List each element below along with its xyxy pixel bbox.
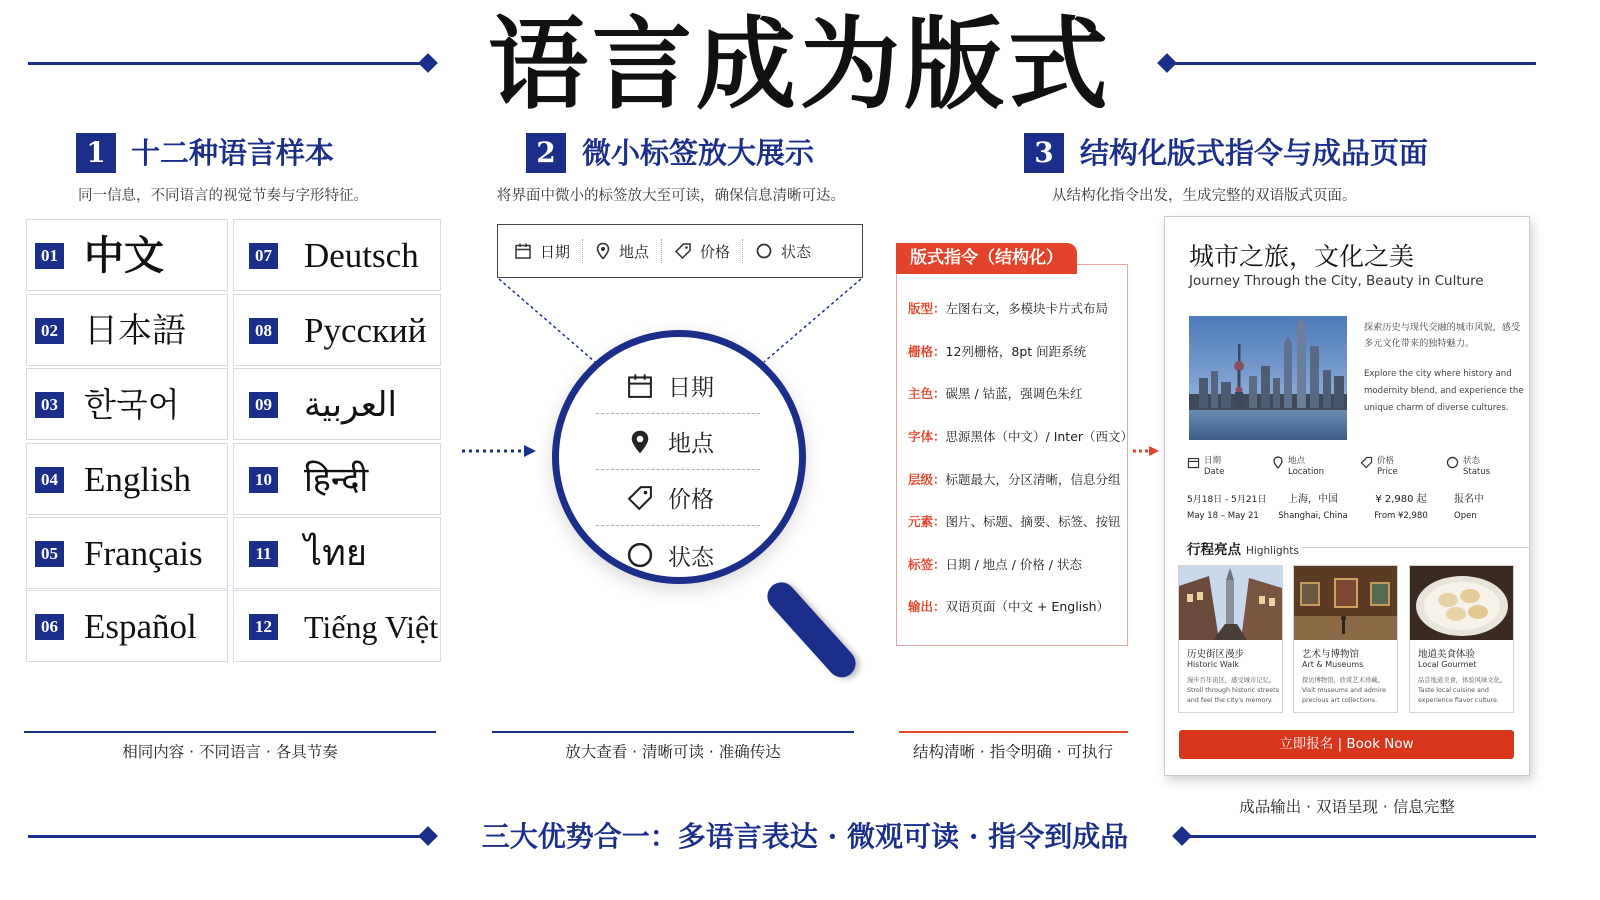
- highlights-title: [1187, 538, 1299, 558]
- instruction-key: 字体：: [908, 429, 946, 444]
- tag-label: 日期: [540, 242, 571, 261]
- meta-value-en: From ¥2,980: [1374, 511, 1428, 521]
- instruction-key: 标签：: [908, 557, 946, 572]
- section-3-number: 3: [1024, 133, 1064, 173]
- card-desc-en-1: Taste local cuisine and: [1418, 687, 1489, 694]
- instruction-key: 栅格：: [908, 344, 946, 359]
- language-number: 10: [249, 467, 278, 493]
- meta-label-en: Date: [1204, 467, 1225, 477]
- instruction-value: 12列栅格，8pt 间距系统: [945, 344, 1087, 359]
- meta-label-zh: 状态: [1463, 456, 1481, 466]
- language-number: 02: [35, 318, 64, 344]
- book-now-button[interactable]: 立即报名 | Book Now: [1179, 730, 1514, 759]
- language-name: 中文: [84, 232, 164, 279]
- meta-value-zh: 上海，中国: [1288, 494, 1338, 505]
- card-title-en: Historic Walk: [1187, 660, 1240, 669]
- card-desc-zh: 探访博物馆，欣赏艺术珍藏。: [1302, 677, 1384, 684]
- language-name: 日本語: [84, 311, 186, 351]
- magnified-tag-label: 状态: [668, 544, 714, 571]
- language-number: 05: [35, 541, 64, 567]
- status-circle-icon: [1446, 456, 1459, 469]
- card-description: [1302, 676, 1397, 706]
- product-subtitle: Journey Through the City, Beauty in Culture: [1189, 273, 1484, 289]
- product-meta-price: [1360, 456, 1442, 524]
- meta-label-en: Status: [1463, 467, 1491, 477]
- card-desc-en-1: Visit museums and admire: [1302, 687, 1387, 694]
- section-1-number: 1: [76, 133, 116, 173]
- museum-gallery-image: [1294, 566, 1397, 640]
- section-3-subtitle: 从结构化指令出发，生成完整的双语版式页面。: [1052, 188, 1357, 204]
- card-description: [1187, 676, 1282, 706]
- card-title-en: Art & Museums: [1302, 660, 1364, 669]
- card-desc-en-2: experience flavor culture.: [1418, 697, 1499, 704]
- card-title-zh: 地道美食体验: [1418, 649, 1476, 660]
- instruction-key: 元素：: [908, 514, 946, 529]
- highlight-card-historic-walk[interactable]: [1178, 565, 1283, 713]
- section-2-title: 微小标签放大展示: [582, 136, 815, 170]
- section-2-subtitle: 将界面中微小的标签放大至可读，确保信息清晰可达。: [497, 188, 845, 204]
- meta-label-zh: 地点: [1288, 456, 1306, 466]
- instruction-value: 碳黑 / 钴蓝，强调色朱红: [945, 386, 1083, 401]
- meta-value-zh: ¥ 2,980 起: [1375, 494, 1427, 505]
- instruction-key: 输出：: [908, 599, 946, 614]
- instruction-row-tags: [908, 555, 1082, 573]
- status-circle-icon: [626, 541, 654, 569]
- instruction-row-font: [908, 427, 1133, 445]
- magnified-tag-date: [596, 358, 760, 414]
- magnified-tag-location: [596, 414, 760, 470]
- meta-value-en: May 18 – May 21: [1187, 511, 1259, 521]
- meta-value-en: Open: [1454, 511, 1477, 521]
- footer-caption-1: 相同内容 · 不同语言 · 各具节奏: [122, 743, 338, 761]
- product-description-en: Explore the city where history and modernity blend, and experience the unique charm of diverse cultures.: [1364, 369, 1524, 413]
- banner-rule-right: [1188, 835, 1536, 838]
- product-description-zh: 探索历史与现代交融的城市风貌，感受多元文化带来的独特魅力。: [1364, 322, 1521, 349]
- magnified-tag-label: 日期: [668, 375, 714, 401]
- language-name: 한국어: [84, 385, 180, 424]
- product-title: 城市之旅，文化之美: [1189, 242, 1415, 271]
- tag-label: 地点: [619, 242, 650, 261]
- section-1-subtitle: 同一信息，不同语言的视觉节奏与字形特征。: [78, 188, 368, 204]
- highlights-divider: [1302, 547, 1530, 548]
- instruction-row-elements: [908, 512, 1121, 530]
- language-name: Français: [84, 534, 203, 573]
- location-pin-icon: [628, 428, 652, 456]
- section-1-title: 十二种语言样本: [131, 136, 335, 170]
- language-number: 07: [249, 243, 278, 269]
- card-desc-zh: 品尝地道美食，体验风味文化。: [1418, 677, 1507, 684]
- banner-rule-left: [28, 835, 426, 838]
- card-desc-en-2: precious art collections.: [1302, 697, 1378, 704]
- bottom-banner: 三大优势合一：多语言表达 · 微观可读 · 指令到成品: [481, 820, 1129, 853]
- instruction-value: 日期 / 地点 / 价格 / 状态: [945, 557, 1082, 572]
- instruction-key: 主色：: [908, 386, 946, 401]
- section-3-title: 结构化版式指令与成品页面: [1080, 136, 1429, 170]
- language-name: Español: [84, 607, 197, 646]
- instruction-value: 图片、标题、摘要、标签、按钮: [945, 514, 1121, 529]
- location-pin-icon: [1272, 456, 1284, 469]
- price-tag-icon: [1360, 456, 1373, 469]
- meta-label-en: Price: [1377, 467, 1398, 477]
- highlights-title-zh: 行程亮点: [1187, 542, 1241, 558]
- meta-value-en: Shanghai, China: [1278, 511, 1348, 521]
- instruction-row-grid: [908, 342, 1086, 360]
- highlight-card-local-gourmet[interactable]: [1409, 565, 1514, 713]
- instruction-panel-header: 版式指令（结构化）: [896, 243, 1077, 274]
- footer-rule-1: [24, 731, 436, 733]
- tag-label: 价格: [700, 242, 731, 261]
- language-number: 08: [249, 318, 278, 344]
- instruction-row-output: [908, 597, 1109, 615]
- meta-label-zh: 日期: [1204, 456, 1222, 466]
- card-description: [1418, 676, 1513, 706]
- magnified-tag-label: 价格: [668, 487, 714, 513]
- meta-value-zh: 5月18日 - 5月21日: [1187, 495, 1267, 505]
- product-meta-date: [1187, 456, 1269, 524]
- instruction-key: 版型：: [908, 301, 946, 316]
- language-name: ไทย: [304, 533, 367, 574]
- price-tag-icon: [626, 484, 654, 512]
- language-number: 09: [249, 392, 278, 418]
- language-number: 06: [35, 614, 64, 640]
- language-name: العربية: [304, 385, 397, 425]
- language-number: 11: [249, 541, 278, 567]
- footer-caption-2: 放大查看 · 清晰可读 · 准确传达: [565, 743, 781, 761]
- language-name: English: [84, 460, 191, 499]
- meta-value-zh: 报名中: [1454, 494, 1484, 505]
- card-title-zh: 历史街区漫步: [1187, 649, 1245, 660]
- language-number: 04: [35, 467, 64, 493]
- city-skyline-image: [1189, 316, 1347, 440]
- language-name: हिन्दी: [304, 460, 369, 500]
- historic-street-image: [1179, 566, 1282, 640]
- instruction-value: 思源黑体（中文）/ Inter（西文）: [945, 429, 1134, 444]
- footer-caption-3: 结构清晰 · 指令明确 · 可执行: [912, 743, 1114, 761]
- footer-caption-4: 成品输出 · 双语呈现 · 信息完整: [1239, 798, 1455, 816]
- instruction-row-color: [908, 384, 1083, 402]
- calendar-icon: [626, 372, 654, 400]
- language-name: Deutsch: [304, 236, 419, 275]
- section-2-number: 2: [526, 133, 566, 173]
- language-number: 03: [35, 392, 64, 418]
- highlight-card-art-museums[interactable]: [1293, 565, 1398, 713]
- instruction-key: 层级：: [908, 472, 946, 487]
- language-name: Tiếng Việt: [304, 609, 439, 645]
- meta-label-en: Location: [1288, 467, 1324, 477]
- highlights-title-en: Highlights: [1246, 545, 1299, 557]
- footer-rule-2: [492, 731, 854, 733]
- instruction-value: 双语页面（中文 + English）: [945, 599, 1110, 614]
- magnified-tag-label: 地点: [668, 431, 714, 457]
- card-desc-zh: 漫步百年街区，感受城市记忆。: [1187, 677, 1276, 684]
- product-meta-status: [1446, 456, 1528, 524]
- meta-label-zh: 价格: [1377, 456, 1395, 466]
- card-title-en: Local Gourmet: [1418, 660, 1477, 669]
- dumplings-image: [1410, 566, 1513, 640]
- instruction-value: 标题最大，分区清晰，信息分组: [945, 472, 1121, 487]
- card-title-zh: 艺术与博物馆: [1302, 649, 1360, 660]
- language-number: 12: [249, 614, 278, 640]
- card-desc-en-1: Stroll through historic streets: [1187, 687, 1279, 694]
- language-number: 01: [35, 243, 64, 269]
- tag-label: 状态: [781, 242, 812, 261]
- card-desc-en-2: and feel the city's memory.: [1187, 697, 1273, 704]
- language-name: Русский: [304, 311, 427, 350]
- instruction-panel: [896, 264, 1128, 646]
- instruction-row-layout: [908, 299, 1108, 317]
- magnified-tag-status: [596, 527, 760, 583]
- magnified-tag-price: [596, 470, 760, 526]
- footer-rule-3: [899, 731, 1128, 733]
- instruction-row-hierarchy: [908, 470, 1121, 488]
- page-title: 语言成为版式: [488, 5, 1112, 123]
- calendar-icon: [1187, 456, 1200, 469]
- product-meta-location: [1272, 456, 1354, 524]
- instruction-value: 左图右文，多模块卡片式布局: [945, 301, 1109, 316]
